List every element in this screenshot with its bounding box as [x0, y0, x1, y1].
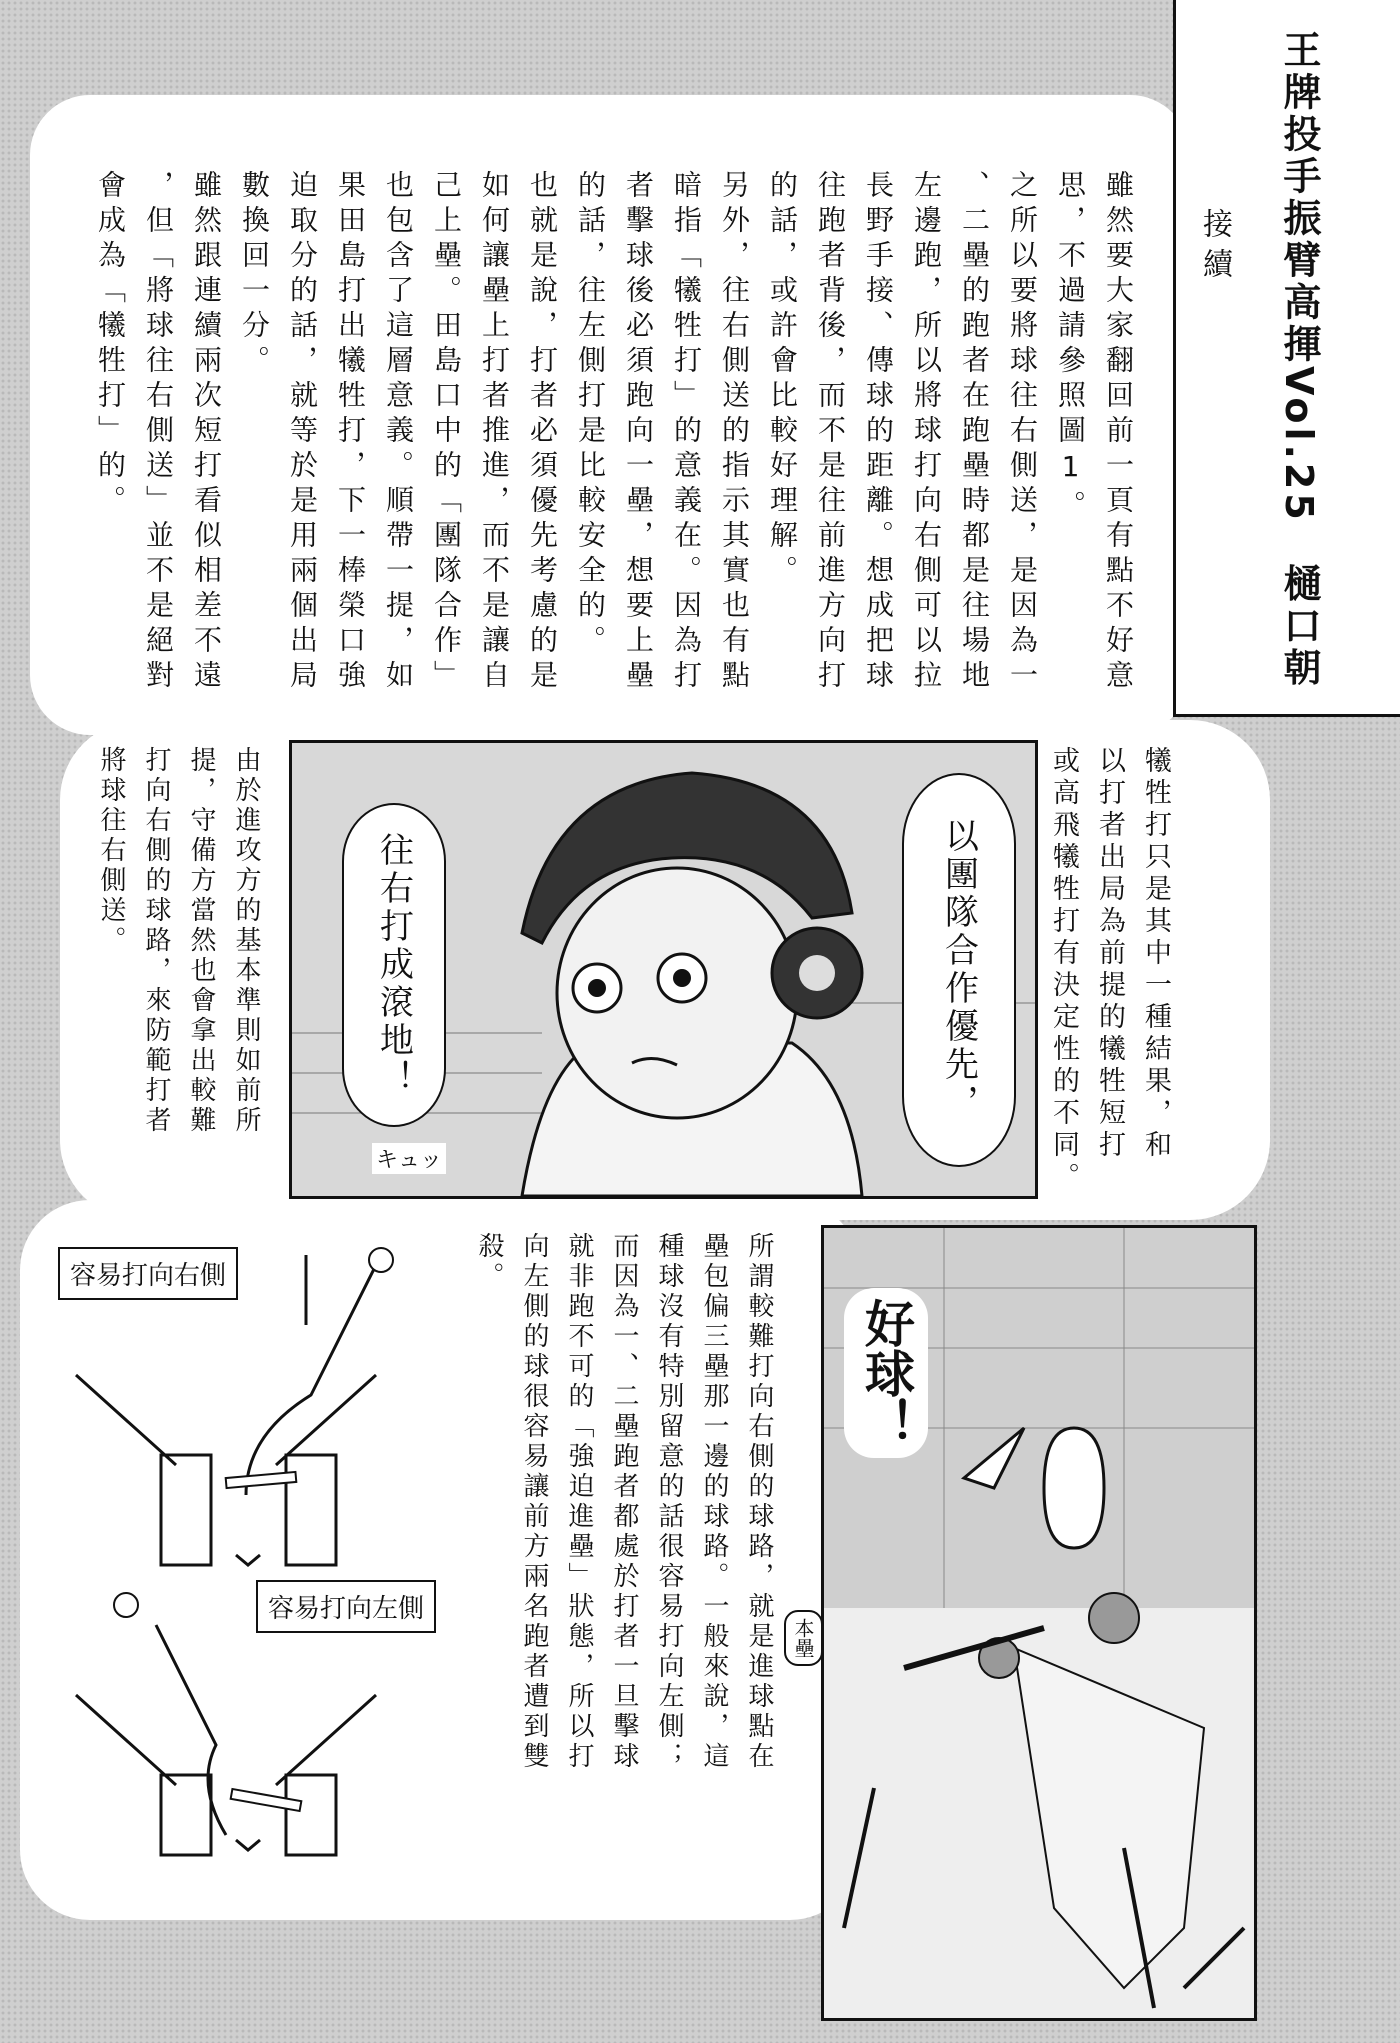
- text-column: 將球往右側送。: [96, 746, 126, 956]
- text-column: 果田島打出犧牲打，下一棒榮口強: [334, 170, 367, 695]
- text-column: 或高飛犧牲打有決定性的不同。: [1048, 746, 1079, 1194]
- text-column: 者擊球後必須跑向一壘，想要上壘: [622, 170, 655, 695]
- strike-shout: 好球！: [844, 1288, 928, 1458]
- manga-panel-strike: [821, 1225, 1257, 2021]
- text-column: 犧牲打只是其中一種結果，和: [1140, 746, 1171, 1162]
- thought-bubble-teamwork: [902, 773, 1016, 1167]
- text-column: 思，不過請參照圖1。: [1054, 170, 1087, 525]
- sound-effect: キュッ: [372, 1143, 446, 1174]
- text-column: 種球沒有特別留意的話很容易打向左側；: [654, 1232, 684, 1772]
- text-column: 而因為一、二壘跑者都處於打者一旦擊球: [609, 1232, 639, 1772]
- text-column: 由於進攻方的基本準則如前所: [231, 746, 261, 1136]
- text-column: 另外，往右側送的指示其實也有點: [718, 170, 751, 695]
- text-column: 就非跑不可的「強迫進壘」狀態，所以打: [564, 1232, 594, 1772]
- main-text-block: [86, 170, 1142, 695]
- label-hit-to-right: 容易打向右側: [58, 1247, 238, 1300]
- series-title: 王牌投手振臂高揮: [1277, 30, 1321, 366]
- text-column: 己上壘。田島口中的「團隊合作」: [430, 170, 463, 695]
- text-column: 數換回一分。: [238, 170, 271, 380]
- page-title: [1272, 30, 1327, 690]
- text-column: 之所以要將球往右側送，是因為一: [1006, 170, 1039, 695]
- manga-panel-batter-closeup: [289, 740, 1038, 1199]
- volume-label: Vol.25: [1277, 366, 1321, 524]
- text-column: 殺。: [474, 1232, 504, 1292]
- text-column: 也包含了這層意義。順帶一提，如: [382, 170, 415, 695]
- text-column: 左邊跑，所以將球打向右側可以拉: [910, 170, 943, 695]
- batting-diagram: [46, 1225, 450, 1865]
- side-text-left: [88, 746, 268, 1136]
- thought-bubble-ground-ball: [342, 803, 446, 1127]
- bottom-text: [466, 1232, 781, 1772]
- text-column: 往跑者背後，而不是往前進方向打: [814, 170, 847, 695]
- text-column: 以打者出局為前提的犧牲短打: [1094, 746, 1125, 1162]
- text-column: 向左側的球很容易讓前方兩名跑者遭到雙: [519, 1232, 549, 1772]
- text-column: 打向右側的球路，來防範打者: [141, 746, 171, 1136]
- continued-label: 接續: [1197, 208, 1232, 288]
- diamond-diagram: [46, 1225, 450, 1865]
- text-column: 壘包偏三壘那一邊的球路。一般來說，這: [699, 1232, 729, 1772]
- text-column: 雖然要大家翻回前一頁有點不好意: [1102, 170, 1135, 695]
- text-column: 如何讓壘上打者推進，而不是讓自: [478, 170, 511, 695]
- label-hit-to-left: 容易打向左側: [256, 1580, 436, 1633]
- text-column: 雖然跟連續兩次短打看似相差不遠: [190, 170, 223, 695]
- side-text-right: [1040, 746, 1178, 1194]
- text-column: 長野手接、傳球的距離。想成把球: [862, 170, 895, 695]
- text-column: 暗指「犧牲打」的意義在。因為打: [670, 170, 703, 695]
- text-column: 的話，或許會比較好理解。: [766, 170, 799, 590]
- text-column: 的話，往左側打是比較安全的。: [574, 170, 607, 660]
- text-column: 也就是說，打者必須優先考慮的是: [526, 170, 559, 695]
- text-column: 迫取分的話，就等於是用兩個出局: [286, 170, 319, 695]
- text-column: 所謂較難打向右側的球路，就是進球點在: [744, 1232, 774, 1772]
- bubble-text: 以團隊合作優先，: [938, 818, 979, 1122]
- bubble-text: 往右打成滾地！: [373, 832, 414, 1098]
- text-column: 提，守備方當然也會拿出較難: [186, 746, 216, 1136]
- home-plate-label: 本壘: [784, 1610, 823, 1666]
- author-name: 樋口朝: [1277, 563, 1321, 690]
- text-column: ，但「將球往右側送」並不是絕對: [142, 170, 175, 695]
- text-column: 、二壘的跑者在跑壘時都是往場地: [958, 170, 991, 695]
- text-column: 會成為「犧牲打」的。: [94, 170, 127, 520]
